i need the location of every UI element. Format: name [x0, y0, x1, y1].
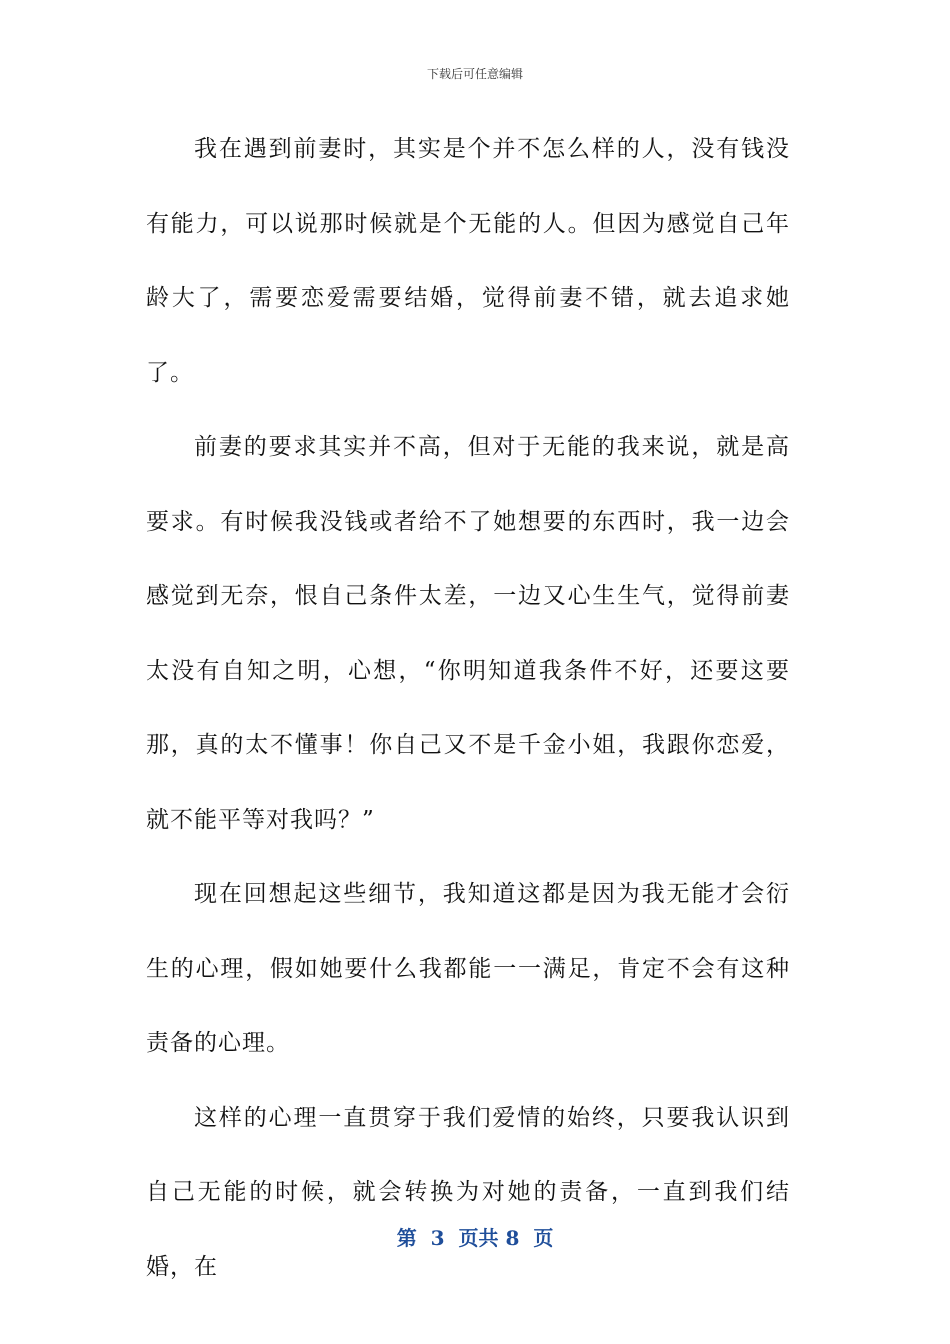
- footer-suffix: 页: [533, 1226, 554, 1250]
- footer-middle: 页共: [458, 1226, 499, 1250]
- footer-prefix: 第: [396, 1226, 417, 1250]
- paragraph-1: 我在遇到前妻时，其实是个并不怎么样的人，没有钱没有能力，可以说那时候就是个无能的人。但因为感觉自己年龄大了，需要恋爱需要结婚，觉得前妻不错，就去追求她了。: [146, 136, 790, 386]
- page-header: 下载后可任意编辑: [426, 67, 523, 81]
- paragraph-4: 这样的心理一直贯穿于我们爱情的始终，只要我认识到自己无能的时候，就会转换为对她的责备，一直到我们结婚，在: [146, 1104, 790, 1280]
- current-page-number: 3: [430, 1226, 445, 1250]
- page-footer: [0, 1224, 950, 1252]
- total-pages-number: 8: [505, 1226, 520, 1250]
- paragraph-2: 前妻的要求其实并不高，但对于无能的我来说，就是高要求。有时候我没钱或者给不了她想要的东西时，我一边会感觉到无奈，恨自己条件太差，一边又心生生气，觉得前妻太没有自知之明，心想，“你明知道我条件不好，还要这要那，真的太不懂事！你自己又不是千金小姐，我跟你恋爱，就不能平等对我吗？”: [146, 434, 790, 833]
- paragraph-3: 现在回想起这些细节，我知道这都是因为我无能才会衍生的心理，假如她要什么我都能一一满足，肯定不会有这种责备的心理。: [146, 881, 790, 1056]
- document-body: [146, 112, 790, 1304]
